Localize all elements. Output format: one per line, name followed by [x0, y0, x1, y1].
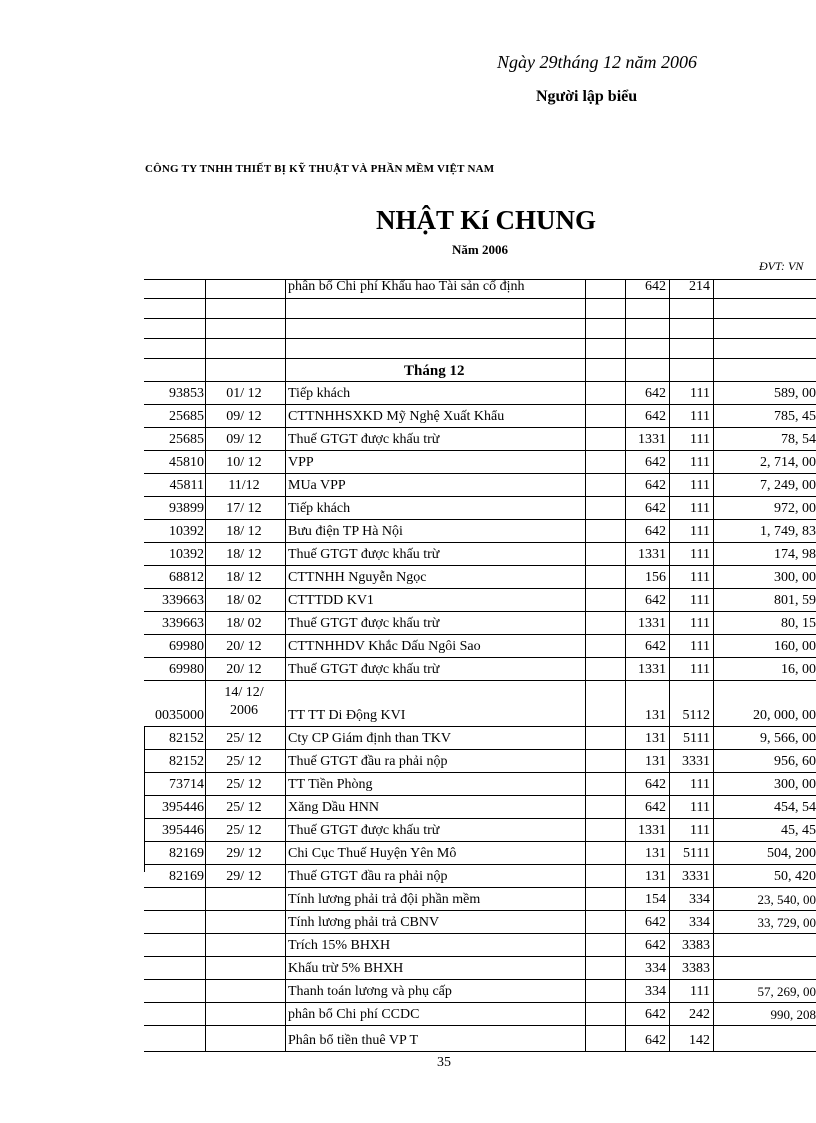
cell-amount: 785, 45 [774, 409, 816, 424]
cell-doc: 69980 [169, 639, 204, 654]
table-row [0, 910, 816, 933]
cell-date: 18/ 02 [226, 593, 262, 608]
cell-credit: 111 [690, 593, 710, 608]
cell-date: 25/ 12 [226, 754, 262, 769]
cell-date: 18/ 12 [226, 547, 262, 562]
cell-date: 18/ 02 [226, 616, 262, 631]
cell-debit: 642 [645, 524, 666, 539]
cell-date: 20/ 12 [226, 639, 262, 654]
cell-debit: 131 [645, 846, 666, 861]
cell-credit: 111 [690, 570, 710, 585]
cell-doc: 395446 [162, 823, 204, 838]
signature-person: Người lập biểu [536, 88, 638, 105]
cell-credit: 5112 [682, 708, 710, 723]
cell-doc: 0035000 [155, 708, 204, 723]
report-year: Năm 2006 [452, 242, 508, 257]
table-row [0, 404, 816, 427]
cell-amount: 80, 15 [781, 616, 816, 631]
cell-debit: 642 [645, 386, 666, 401]
cell-desc: MUa VPP [288, 478, 346, 493]
cell-doc: 93853 [169, 386, 204, 401]
cell-desc: CTTNHH Nguyễn Ngọc [288, 570, 427, 585]
cell-desc: Phân bổ tiền thuê VP T [288, 1033, 419, 1048]
cell-date: 09/ 12 [226, 409, 262, 424]
cell-amount: 50, 420 [774, 869, 816, 884]
cell-debit: 642 [645, 639, 666, 654]
cell-desc: Thuế GTGT được khấu trừ [288, 432, 440, 447]
cell-date: 25/ 12 [226, 731, 262, 746]
cell-credit: 111 [690, 823, 710, 838]
cell-date: 01/ 12 [226, 386, 262, 401]
cell-credit: 142 [689, 1033, 710, 1048]
cell-amount: 57, 269, 00 [757, 984, 816, 999]
cell-doc: 45811 [169, 478, 204, 493]
cell-desc: Tính lương phải trả CBNV [288, 915, 440, 930]
table-row [0, 726, 816, 749]
cell-credit: 111 [690, 524, 710, 539]
cell-debit: 334 [645, 984, 666, 999]
cell-date: 29/ 12 [226, 869, 262, 884]
table-row [0, 473, 816, 496]
cell-amount: 9, 566, 00 [760, 731, 816, 746]
cell-date: 18/ 12 [226, 524, 262, 539]
cell-credit: 111 [690, 777, 710, 792]
cell-desc: Trích 15% BHXH [288, 938, 391, 953]
table-row [0, 795, 816, 818]
cell-amount: 990, 208 [770, 1007, 816, 1022]
cell-amount: 972, 00 [774, 501, 816, 516]
cell-debit: 131 [645, 708, 666, 723]
header-rule [144, 338, 816, 339]
row-rule [144, 1051, 816, 1052]
cell-doc: 25685 [169, 409, 204, 424]
table-row [0, 542, 816, 565]
cell-date: 17/ 12 [226, 501, 262, 516]
cell-desc: CTTNHHSXKD Mỹ Nghệ Xuất Khẩu [288, 409, 505, 424]
cell-desc: TT TT Di Động KVI [288, 708, 406, 723]
table-row [0, 1025, 816, 1051]
cell-desc: Cty CP Giám định than TKV [288, 731, 451, 746]
cell-amount: 33, 729, 00 [757, 915, 816, 930]
table-row [0, 956, 816, 979]
cell-doc: 82152 [169, 731, 204, 746]
cell-credit: 3383 [682, 938, 710, 953]
table-row [0, 818, 816, 841]
cell-credit: 111 [690, 800, 710, 815]
cell-credit: 3331 [682, 869, 710, 884]
cell-credit: 5111 [683, 731, 710, 746]
cell-credit: 111 [690, 455, 710, 470]
cell-desc: phân bổ Chi phí CCDC [288, 1007, 420, 1022]
cell-date: 20/ 12 [226, 662, 262, 677]
cell-credit: 242 [689, 1007, 710, 1022]
cell-debit: 642 [645, 478, 666, 493]
cell-date: 25/ 12 [226, 800, 262, 815]
cell-desc: CTTTDD KV1 [288, 593, 374, 608]
table-row [0, 657, 816, 680]
cell-amount: 78, 54 [781, 432, 816, 447]
cell-desc: CTTNHHDV Khắc Dấu Ngôi Sao [288, 639, 481, 654]
cell-doc: 73714 [169, 777, 204, 792]
cell-amount: 174, 98 [774, 547, 816, 562]
cell-amount: 160, 00 [774, 639, 816, 654]
cell-date: 09/ 12 [226, 432, 262, 447]
cell-debit: 154 [645, 892, 666, 907]
journal-table [0, 279, 816, 1051]
cell-desc: Thuế GTGT đầu ra phải nộp [288, 869, 448, 884]
cell-credit: 111 [690, 547, 710, 562]
cell-desc: Bưu điện TP Hà Nội [288, 524, 403, 539]
page-number: 35 [437, 1055, 451, 1070]
cell-desc: Tiếp khách [288, 386, 351, 401]
signature-date: Ngày 29tháng 12 năm 2006 [497, 52, 697, 72]
cell-amount: 16, 00 [781, 662, 816, 677]
cell-debit: 642 [645, 800, 666, 815]
cell-desc: Tính lương phải trả đội phần mềm [288, 892, 481, 907]
cell-desc: Tiếp khách [288, 501, 351, 516]
cell-credit: 111 [690, 386, 710, 401]
cell-amount: 956, 60 [774, 754, 816, 769]
cell-doc: 395446 [162, 800, 204, 815]
cell-debit: 131 [645, 754, 666, 769]
cell-amount: 300, 00 [774, 777, 816, 792]
cell-desc: Xăng Dầu HNN [288, 800, 379, 815]
table-row [0, 427, 816, 450]
cell-debit: 1331 [638, 823, 666, 838]
table-row [0, 979, 816, 1002]
cell-desc: Thanh toán lương và phụ cấp [288, 984, 452, 999]
cell-debit: 642 [645, 409, 666, 424]
cell-doc: 68812 [169, 570, 204, 585]
cell-debit: 334 [645, 961, 666, 976]
cell-amount: 7, 249, 00 [760, 478, 816, 493]
table-row [0, 1002, 816, 1025]
cell-desc: Thuế GTGT được khấu trừ [288, 823, 440, 838]
table-row [0, 680, 816, 726]
cell-date: 14/ 12/ 2006 [224, 685, 264, 718]
table-row [0, 450, 816, 473]
cell-amount: 45, 45 [781, 823, 816, 838]
company-name: CÔNG TY TNHH THIẾT BỊ KỸ THUẬT VÀ PHẦN MỀM VIỆT NAM [145, 163, 495, 175]
cell-doc: 339663 [162, 616, 204, 631]
cell-credit: 111 [690, 662, 710, 677]
cell-credit: 111 [690, 984, 710, 999]
table-row [0, 634, 816, 657]
cell-desc: VPP [288, 455, 314, 470]
cell-debit: 642 [645, 938, 666, 953]
cell-doc: 10392 [169, 524, 204, 539]
cell-desc: TT Tiền Phòng [288, 777, 373, 792]
cell-amount: 1, 749, 83 [760, 524, 816, 539]
cell-doc: 339663 [162, 593, 204, 608]
cell-debit: 1331 [638, 616, 666, 631]
table-row [0, 772, 816, 795]
cell-debit: 1331 [638, 662, 666, 677]
cell-credit: 111 [690, 501, 710, 516]
cell-debit: 642 [645, 1007, 666, 1022]
cell-debit: 642 [645, 1033, 666, 1048]
cell-debit: 642 [645, 777, 666, 792]
cell-amount: 300, 00 [774, 570, 816, 585]
cell-desc: Thuế GTGT được khấu trừ [288, 662, 440, 677]
table-row [0, 611, 816, 634]
cell-date: 10/ 12 [226, 455, 262, 470]
cell-desc: Thuế GTGT được khấu trừ [288, 616, 440, 631]
cell-debit: 1331 [638, 432, 666, 447]
cell-amount: 589, 00 [774, 386, 816, 401]
cell-debit: 642 [645, 279, 666, 294]
cell-amount: 454, 54 [774, 800, 816, 815]
cell-debit: 1331 [638, 547, 666, 562]
cell-desc: Chi Cục Thuế Huyện Yên Mô [288, 846, 457, 861]
cell-desc: Thuế GTGT được khấu trừ [288, 547, 440, 562]
cell-date: 29/ 12 [226, 846, 262, 861]
table-row [0, 841, 816, 864]
cell-credit: 111 [690, 409, 710, 424]
cell-date: 25/ 12 [226, 777, 262, 792]
cell-debit: 131 [645, 731, 666, 746]
cell-doc: 10392 [169, 547, 204, 562]
cell-debit: 156 [645, 570, 666, 585]
cell-credit: 111 [690, 432, 710, 447]
cell-debit: 642 [645, 455, 666, 470]
cell-desc: Khấu trừ 5% BHXH [288, 961, 404, 976]
cell-doc: 69980 [169, 662, 204, 677]
cell-desc: phân bổ Chi phí Khấu hao Tài sản cố định [288, 279, 525, 294]
currency-unit: ĐVT: VN [759, 259, 804, 273]
page-title: NHẬT Kí CHUNG [376, 205, 597, 235]
cell-date: 11/12 [228, 478, 260, 493]
cell-credit: 111 [690, 616, 710, 631]
cell-credit: 334 [689, 915, 710, 930]
table-row [0, 565, 816, 588]
cell-amount: 2, 714, 00 [760, 455, 816, 470]
table-row [0, 864, 816, 887]
cell-doc: 82152 [169, 754, 204, 769]
cell-credit: 111 [690, 639, 710, 654]
cell-doc: 82169 [169, 846, 204, 861]
cell-desc: Thuế GTGT đầu ra phải nộp [288, 754, 448, 769]
cell-credit: 5111 [683, 846, 710, 861]
cell-debit: 131 [645, 869, 666, 884]
table-row [0, 519, 816, 542]
table-row [0, 933, 816, 956]
cell-date: 18/ 12 [226, 570, 262, 585]
header-rule [144, 318, 816, 319]
header-rule [144, 358, 816, 359]
cell-credit: 334 [689, 892, 710, 907]
table-row [0, 496, 816, 519]
cell-amount: 20, 000, 00 [753, 708, 816, 723]
cell-doc: 25685 [169, 432, 204, 447]
cell-credit: 3383 [682, 961, 710, 976]
cell-credit: 214 [689, 279, 710, 294]
cell-amount: 801, 59 [774, 593, 816, 608]
month-label: Tháng 12 [404, 363, 465, 379]
cell-credit: 111 [690, 478, 710, 493]
table-row [0, 749, 816, 772]
cell-amount: 23, 540, 00 [757, 892, 816, 907]
cell-amount: 504, 200 [767, 846, 816, 861]
cell-debit: 642 [645, 593, 666, 608]
cell-doc: 93899 [169, 501, 204, 516]
table-row [0, 588, 816, 611]
table-row [0, 381, 816, 404]
cell-debit: 642 [645, 915, 666, 930]
cell-doc: 45810 [169, 455, 204, 470]
cell-debit: 642 [645, 501, 666, 516]
cell-date: 25/ 12 [226, 823, 262, 838]
row-rule [144, 279, 816, 280]
table-row [0, 887, 816, 910]
header-rule [144, 298, 816, 299]
cell-doc: 82169 [169, 869, 204, 884]
cell-credit: 3331 [682, 754, 710, 769]
